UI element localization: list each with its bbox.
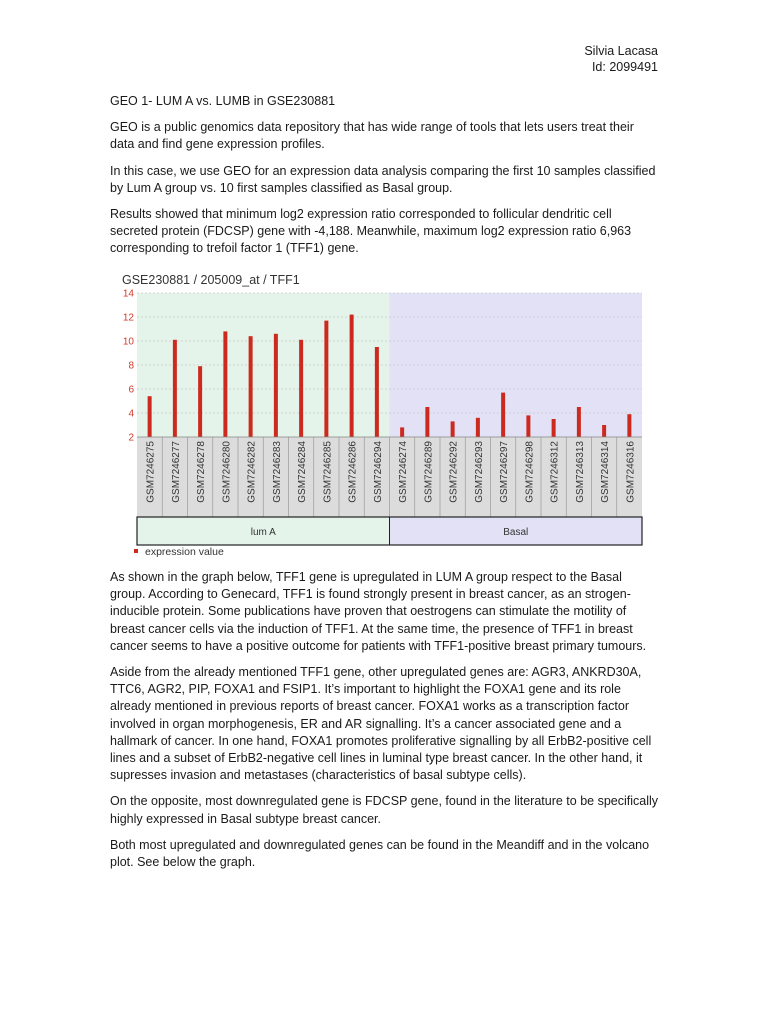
bar bbox=[249, 336, 253, 437]
x-tick-label: GSM7246316 bbox=[625, 441, 637, 503]
x-tick-label: GSM7246298 bbox=[524, 441, 536, 503]
x-tick-label: GSM7246292 bbox=[448, 441, 460, 503]
tff1-expression-chart bbox=[110, 268, 650, 564]
x-tick-label: GSM7246313 bbox=[574, 441, 586, 503]
bar bbox=[299, 340, 303, 437]
paragraph-results: Results showed that minimum log2 expression ratio corresponded to follicular dendritic cell secreted protein (FDCSP) gene with -4,188. Meanwhile, maximum log2 expression ratio 6,963 corresponding to trefoil factor 1 (TFF1) gene. bbox=[110, 207, 632, 256]
paragraph-analysis: In this case, we use GEO for an expression data analysis comparing the first 10 samples classified by Lum A group vs. 10 first samples classified as Basal group. bbox=[110, 163, 656, 195]
paragraph-fdcsp: On the opposite, most downregulated gene is FDCSP gene, found in the literature to be specifically highly expressed in Basal subtype breast cancer. bbox=[110, 794, 659, 826]
x-tick-label: GSM7246283 bbox=[271, 441, 283, 503]
paragraph-tff1: As shown in the graph below, TFF1 gene is upregulated in LUM A group respect to the Basal group. According to Genecard, TFF1 is found strongly present in breast cancer, as an strogen-inducible protein. Some publications have proven that oestrogens can stimulate the motility of breast cancer cells via the induction of TFF1. At the same time, the presence of TFF1 in breast cancer seems to have a positive outcome for patients with TFF1-positive breast primary tumours. bbox=[110, 570, 647, 653]
y-tick-label: 8 bbox=[128, 360, 134, 372]
x-tick-label: GSM7246285 bbox=[322, 441, 334, 503]
bar bbox=[451, 421, 455, 437]
x-tick-label: GSM7246294 bbox=[372, 441, 384, 503]
bar bbox=[223, 331, 227, 437]
doc-title: GEO 1- LUM A vs. LUMB in GSE230881 bbox=[110, 94, 336, 108]
x-tick-label: GSM7246277 bbox=[170, 441, 182, 503]
bar bbox=[324, 321, 328, 437]
x-tick-label: GSM7246289 bbox=[423, 441, 435, 503]
paragraph-foxa1: Aside from the already mentioned TFF1 gene, other upregulated genes are: AGR3, ANKRD30A, TTC6, AGR2, PIP, FOXA1 and FSIP1. It’s important to highlight the FOXA1 gene and its role already mentioned in previous reports of breast cancer. FOXA1 works as a transcription factor involved in organ morphogenesis, ER and AR signalling. It’s a cancer associated gene and a hallmark of cancer. In one hand, FOXA1 promotes proliferative signalling by all ErbB2-positive cell lines and a subset of ErbB2-negative cell lines in luminal type breast cancer. In the other hand, it supresses invasion and metastases (characteristics of basal subtype cells). bbox=[110, 665, 652, 783]
bar bbox=[501, 393, 505, 437]
bar bbox=[148, 396, 152, 437]
paragraph-conclusion: Both most upregulated and downregulated genes can be found in the Meandiff and in the volcano plot. See below the graph. bbox=[110, 837, 650, 870]
bar bbox=[400, 427, 404, 437]
y-tick-label: 4 bbox=[128, 408, 134, 420]
legend-swatch bbox=[134, 549, 138, 553]
chart-title: GSE230881 / 205009_at / TFF1 bbox=[122, 273, 300, 287]
bar bbox=[375, 347, 379, 437]
bar bbox=[476, 418, 480, 437]
bar bbox=[577, 407, 581, 437]
bar bbox=[350, 315, 354, 437]
x-tick-label: GSM7246284 bbox=[297, 441, 309, 503]
y-tick-label: 14 bbox=[122, 288, 134, 300]
group-label: lum A bbox=[250, 527, 276, 538]
bar bbox=[552, 419, 556, 437]
bar bbox=[425, 407, 429, 437]
bar bbox=[627, 414, 631, 437]
x-tick-label: GSM7246314 bbox=[600, 441, 612, 503]
x-tick-label: GSM7246293 bbox=[473, 441, 485, 503]
y-tick-label: 12 bbox=[122, 312, 134, 324]
intro-section bbox=[110, 93, 658, 258]
x-tick-label: GSM7246282 bbox=[246, 441, 258, 503]
bar bbox=[274, 334, 278, 437]
group-label: Basal bbox=[503, 527, 529, 538]
author-name: Silvia Lacasa bbox=[584, 44, 658, 58]
y-tick-label: 6 bbox=[128, 384, 134, 396]
paragraph-geo-description: GEO is a public genomics data repository that has wide range of tools that lets users treat their data and find gene expression profiles. bbox=[110, 120, 634, 152]
y-tick-label: 10 bbox=[122, 336, 134, 348]
y-tick-label: 2 bbox=[128, 432, 134, 444]
author-header bbox=[584, 43, 658, 75]
legend-label: expression value bbox=[145, 546, 224, 558]
x-tick-label: GSM7246275 bbox=[145, 441, 157, 503]
x-tick-label: GSM7246280 bbox=[221, 441, 233, 503]
x-tick-label: GSM7246312 bbox=[549, 441, 561, 503]
x-tick-label: GSM7246278 bbox=[196, 441, 208, 503]
bar bbox=[198, 366, 202, 437]
bar bbox=[526, 415, 530, 437]
bar bbox=[602, 425, 606, 437]
discussion-section bbox=[110, 569, 658, 871]
x-tick-label: GSM7246274 bbox=[398, 441, 410, 503]
x-tick-label: GSM7246286 bbox=[347, 441, 359, 503]
author-id: Id: 2099491 bbox=[591, 60, 658, 74]
bar bbox=[173, 340, 177, 437]
x-tick-label: GSM7246297 bbox=[499, 441, 511, 503]
